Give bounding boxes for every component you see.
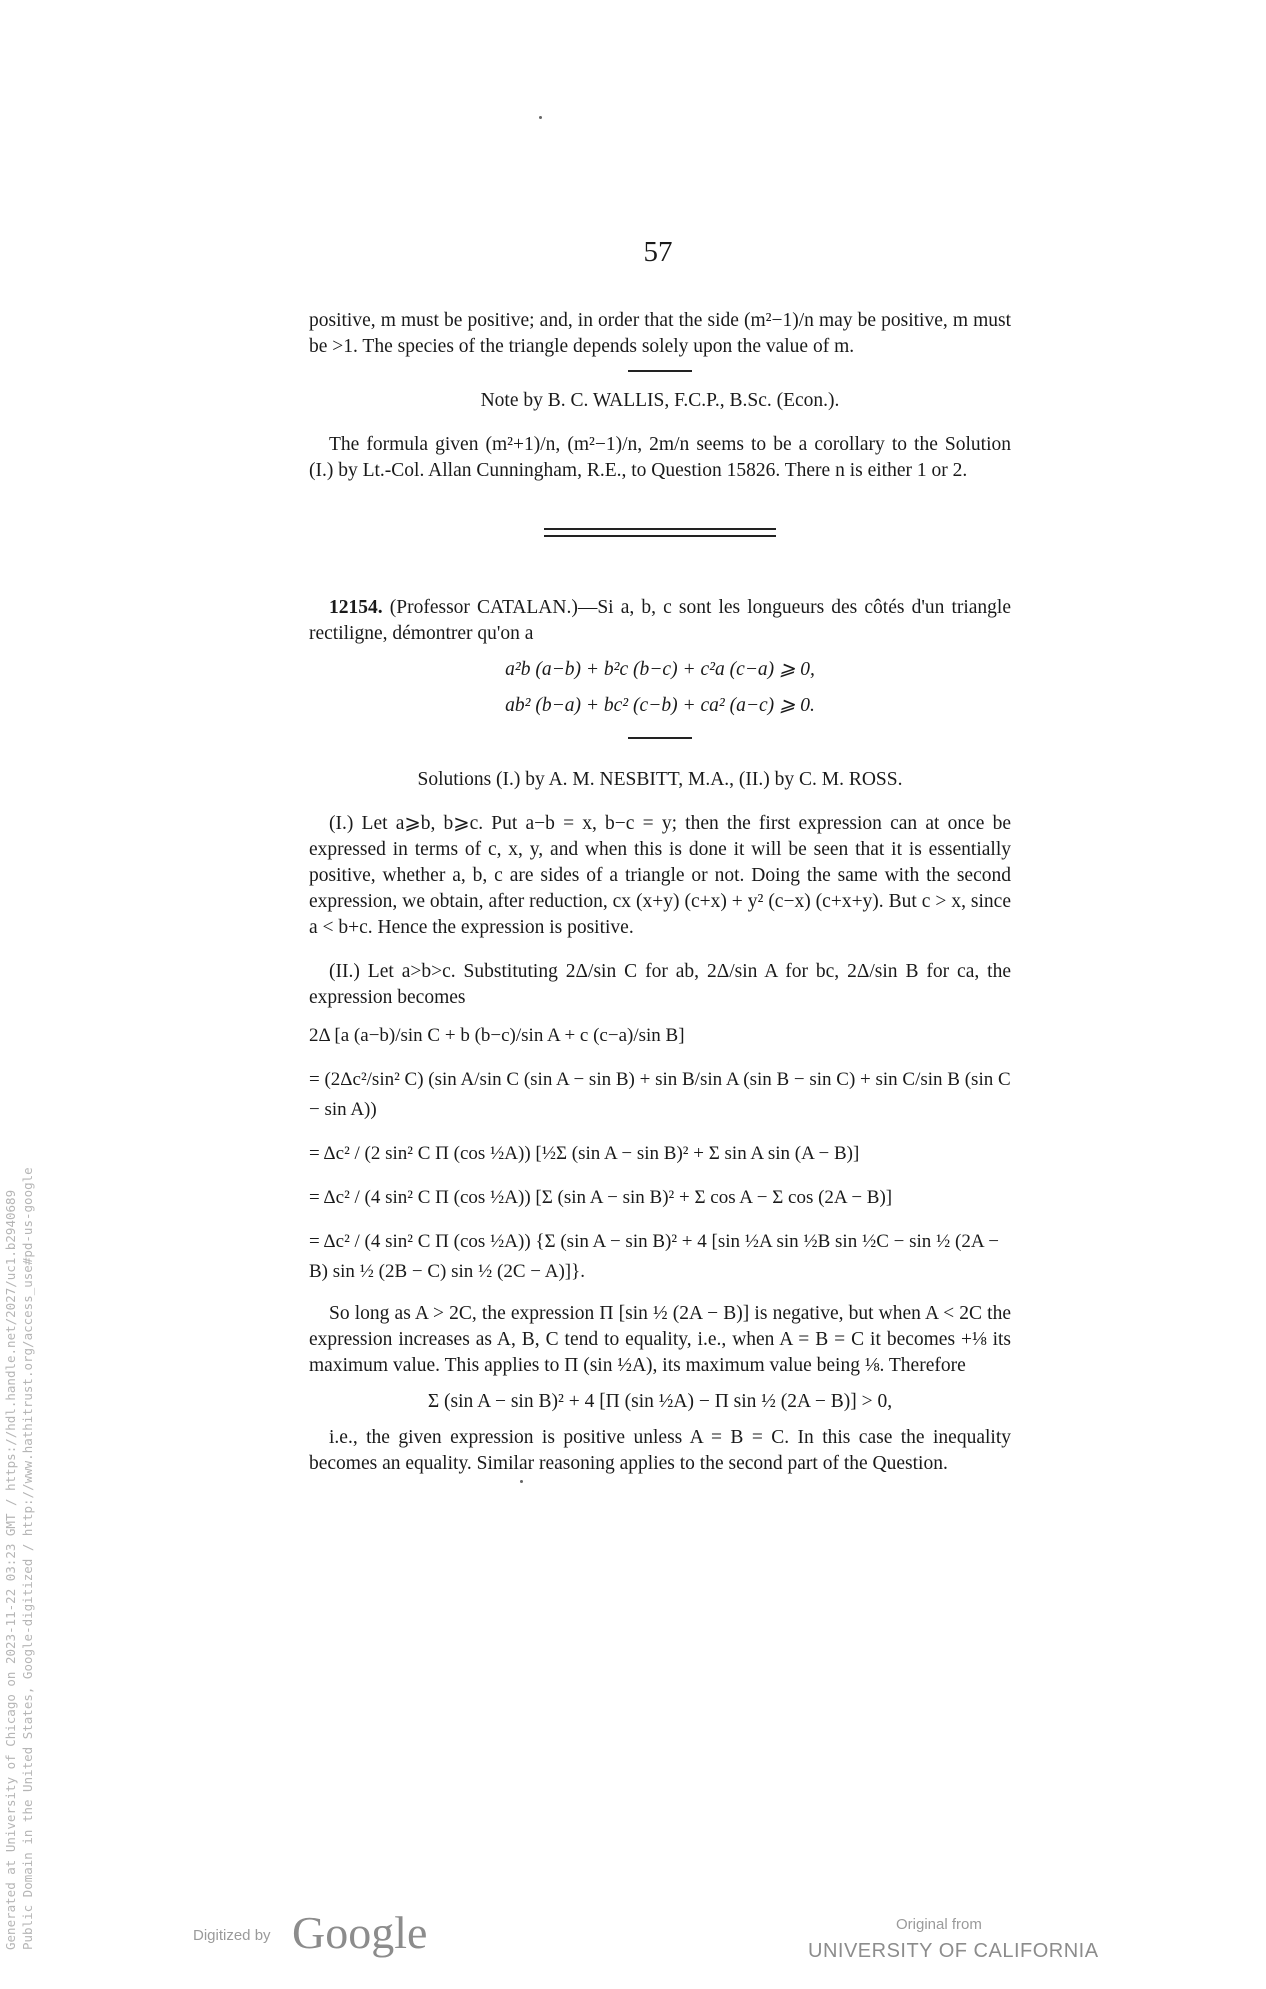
conclusion-paragraph-1: So long as A > 2C, the expression Π [sin ½ (2A − B)] is negative, but when A < 2C the expression increases as A, B, C tend to equality, i.e., when A = B = C it becomes +⅛ its maximum value. This applies to Π (sin ½A), its maximum value being ⅛. Therefore — [309, 1303, 1011, 1376]
note-attribution: Note by B. C. WALLIS, F.C.P., B.Sc. (Econ.). — [480, 390, 840, 411]
final-inequality: Σ (sin A − sin B)² + 4 [Π (sin ½A) − Π sin ½ (2A − B)] > 0, — [427, 1391, 893, 1412]
solution-1-paragraph: (I.) Let a⩾b, b⩾c. Put a−b = x, b−c = y; then the first expression can at once be expressed in terms of c, x, y, and when this is done it will be seen that it is essentially positive, whether a, b, c are sides of a triangle or not. Doing the same with the second expression, we obtain, after reduction, cx (x+y) (c+x) + y² (c−x) (c+x+y). But c > x, since a < b+c. Hence the expression is positive. — [309, 813, 1011, 938]
conclusion-paragraph-2: i.e., the given expression is positive unless A = B = C. In this case the inequality becomes an equality. Similar reasoning applies to the second part of the Question. — [309, 1427, 1011, 1474]
inequality-2: ab² (b−a) + bc² (c−b) + ca² (a−c) ⩾ 0. — [505, 695, 815, 716]
section-divider — [544, 528, 776, 537]
inequality-1: a²b (a−b) + b²c (b−c) + c²a (c−a) ⩾ 0, — [505, 659, 815, 680]
question-text: (Professor CATALAN.)—Si a, b, c sont les longueurs des côtés d'un triangle rectiligne, démontrer qu'on a — [309, 597, 1012, 644]
footer-original-from: Original from — [896, 1916, 982, 1933]
paragraph-continuation: positive, m must be positive; and, in order that the side (m²−1)/n may be positive, m must be >1. The species of the triangle depends solely upon the value of m. — [309, 310, 1011, 357]
footer-university: UNIVERSITY OF CALIFORNIA — [808, 1940, 1099, 1962]
divider-line — [544, 535, 776, 537]
page-number: 57 — [643, 236, 673, 268]
equation-line-2: = (2Δc²/sin² C) (sin A/sin C (sin A − sin B) + sin B/sin A (sin B − sin C) + sin C/sin B (sin C − sin A)) — [309, 1069, 1011, 1120]
solutions-attribution: Solutions (I.) by A. M. NESBITT, M.A., (II.) by C. M. ROSS. — [417, 769, 903, 790]
note-paragraph: The formula given (m²+1)/n, (m²−1)/n, 2m/n seems to be a corollary to the Solution (I.) by Lt.-Col. Allan Cunningham, R.E., to Question 15826. There n is either 1 or 2. — [309, 434, 1011, 481]
equation-line-1: 2Δ [a (a−b)/sin C + b (b−c)/sin A + c (c−a)/sin B] — [309, 1025, 685, 1046]
question-number: 12154. — [329, 597, 383, 618]
equation-line-3: = Δc² / (2 sin² C Π (cos ½A)) [½Σ (sin A − sin B)² + Σ sin A sin (A − B)] — [309, 1143, 860, 1164]
hathitrust-sidebar — [2, 1167, 36, 1950]
divider-line — [544, 528, 776, 530]
sidebar-line-1: Generated at University of Chicago on 2023-11-22 03:23 GMT / https://hdl.handle.net/2027/uc1.b2940689 — [3, 1189, 18, 1950]
speck-mark — [539, 116, 542, 119]
solution-2-paragraph: (II.) Let a>b>c. Substituting 2Δ/sin C for ab, 2Δ/sin A for bc, 2Δ/sin B for ca, the expression becomes — [309, 961, 1011, 1008]
question-paragraph — [309, 595, 1011, 647]
equation-line-5: = Δc² / (4 sin² C Π (cos ½A)) {Σ (sin A − sin B)² + 4 [sin ½A sin ½B sin ½C − sin ½ (2A − B) sin ½ (2B − C) sin ½ (2C − A)]}. — [309, 1231, 999, 1282]
short-rule — [628, 737, 692, 739]
sidebar-line-2: Public Domain in the United States, Google-digitized / http://www.hathitrust.org/access_use#pd-us-google — [20, 1167, 35, 1950]
main-text — [309, 308, 1011, 1487]
equation-line-4: = Δc² / (4 sin² C Π (cos ½A)) [Σ (sin A − sin B)² + Σ cos A − Σ cos (2A − B)] — [309, 1187, 893, 1208]
short-rule — [628, 370, 692, 372]
google-logo: Google — [292, 1907, 428, 1958]
footer-digitized-by: Digitized by — [193, 1927, 271, 1944]
